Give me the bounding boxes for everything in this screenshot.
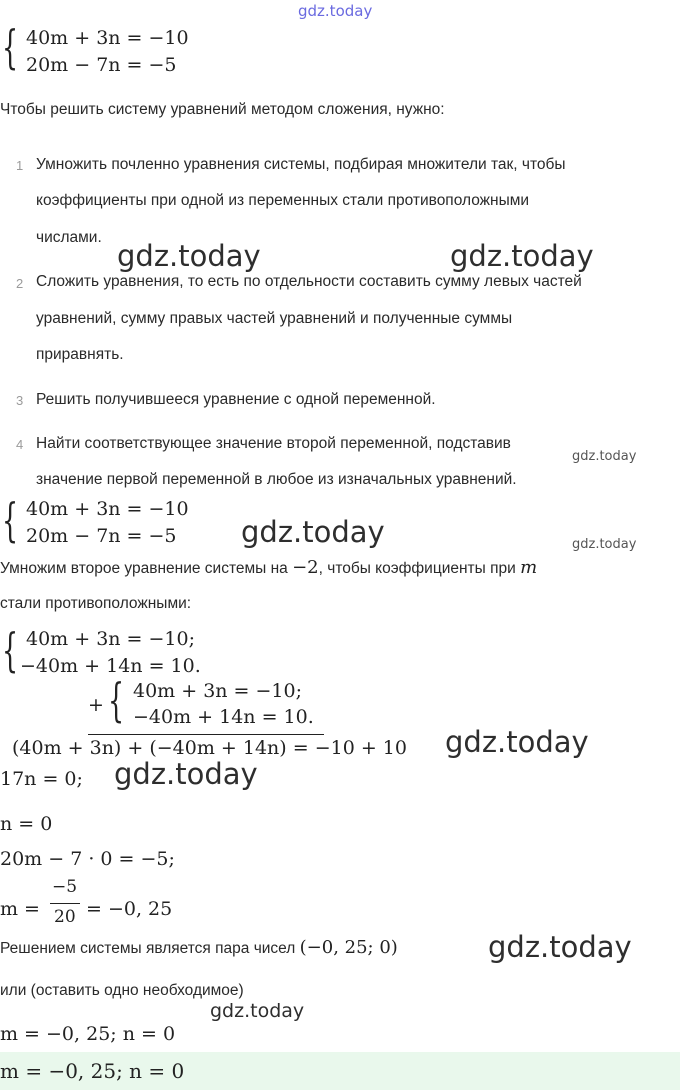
system-brace: { <box>2 20 19 74</box>
fraction-bar <box>50 903 80 904</box>
step-4-line-2: значение первой переменной в любое из изначальных уравнений. <box>36 471 517 488</box>
step-2-line-2: уравнений, сумму правых частей уравнений и полученные суммы <box>36 310 513 327</box>
equation-substitution: 20m − 7 · 0 = −5; <box>0 848 175 870</box>
addition-eq1: 40m + 3n = −10; <box>133 680 303 702</box>
step-3-line-1: Решить получившееся уравнение с одной переменной. <box>36 391 436 408</box>
watermark: gdz.today <box>241 515 385 549</box>
addition-result: (40m + 3n) + (−40m + 14n) = −10 + 10 <box>12 737 407 759</box>
or-text: или (оставить одно необходимое) <box>0 982 244 999</box>
system3-eq2: −40m + 14n = 10. <box>20 655 201 677</box>
watermark-small: gdz.today <box>572 537 637 552</box>
step-1-line-3: числами. <box>36 229 102 246</box>
step-1-line-2: коэффициенты при одной из переменных стали противоположными <box>36 192 530 209</box>
equation-n: n = 0 <box>0 813 53 835</box>
watermark: gdz.today <box>117 239 261 273</box>
watermark: gdz.today <box>445 725 589 759</box>
watermark-top: gdz.today <box>298 2 373 20</box>
step-number: 4 <box>16 437 24 452</box>
multiply-text-line2: стали противоположными: <box>0 595 192 612</box>
step-1-line-1: Умножить почленно уравнения системы, подбирая множители так, чтобы <box>36 156 566 173</box>
system1-eq2: 20m − 7n = −5 <box>26 54 177 76</box>
solution-text-main: Решением системы является пара чисел <box>0 940 300 957</box>
solution-text <box>0 937 398 958</box>
watermark-small: gdz.today <box>572 449 637 464</box>
watermark: gdz.today <box>488 930 632 964</box>
system1-eq1: 40m + 3n = −10 <box>26 27 189 49</box>
plus-sign: + <box>88 694 104 716</box>
intro-text: Чтобы решить систему уравнений методом сложения, нужно: <box>0 101 445 118</box>
solution-pair: (−0, 25; 0) <box>299 937 398 958</box>
system2-eq1: 40m + 3n = −10 <box>26 498 189 520</box>
watermark: gdz.today <box>450 239 594 273</box>
answer-1: m = −0, 25; n = 0 <box>0 1023 176 1045</box>
system2-eq2: 20m − 7n = −5 <box>26 525 177 547</box>
addition-rule <box>88 734 324 735</box>
step-number: 1 <box>16 158 24 173</box>
equation-17n: 17n = 0; <box>0 768 83 790</box>
addition-eq2: −40m + 14n = 10. <box>133 706 314 728</box>
step-2-line-1: Сложить уравнения, то есть по отдельности составить сумму левых частей <box>36 273 582 290</box>
step-number: 2 <box>16 276 24 291</box>
multiply-factor: −2 <box>292 557 319 578</box>
fraction-rhs: = −0, 25 <box>86 898 173 920</box>
multiply-var: m <box>520 557 538 578</box>
fraction-numerator: −5 <box>52 877 78 897</box>
multiply-text-middle: , чтобы коэффициенты при <box>318 560 521 577</box>
watermark: gdz.today <box>114 757 258 791</box>
watermark: gdz.today <box>210 1000 305 1022</box>
multiply-text <box>0 557 537 578</box>
step-2-line-3: приравнять. <box>36 346 124 363</box>
system3-eq1: 40m + 3n = −10; <box>26 628 196 650</box>
fraction-lhs: m = <box>0 898 40 920</box>
step-number: 3 <box>16 393 24 408</box>
multiply-text-before: Умножим второе уравнение системы на <box>0 560 293 577</box>
system-brace: { <box>2 623 19 677</box>
system-brace: { <box>108 673 125 727</box>
step-4-line-1: Найти соответствующее значение второй переменной, подставив <box>36 435 511 452</box>
fraction-denominator: 20 <box>54 907 76 925</box>
system-brace: { <box>2 493 19 547</box>
answer-2: m = −0, 25; n = 0 <box>0 1059 185 1083</box>
